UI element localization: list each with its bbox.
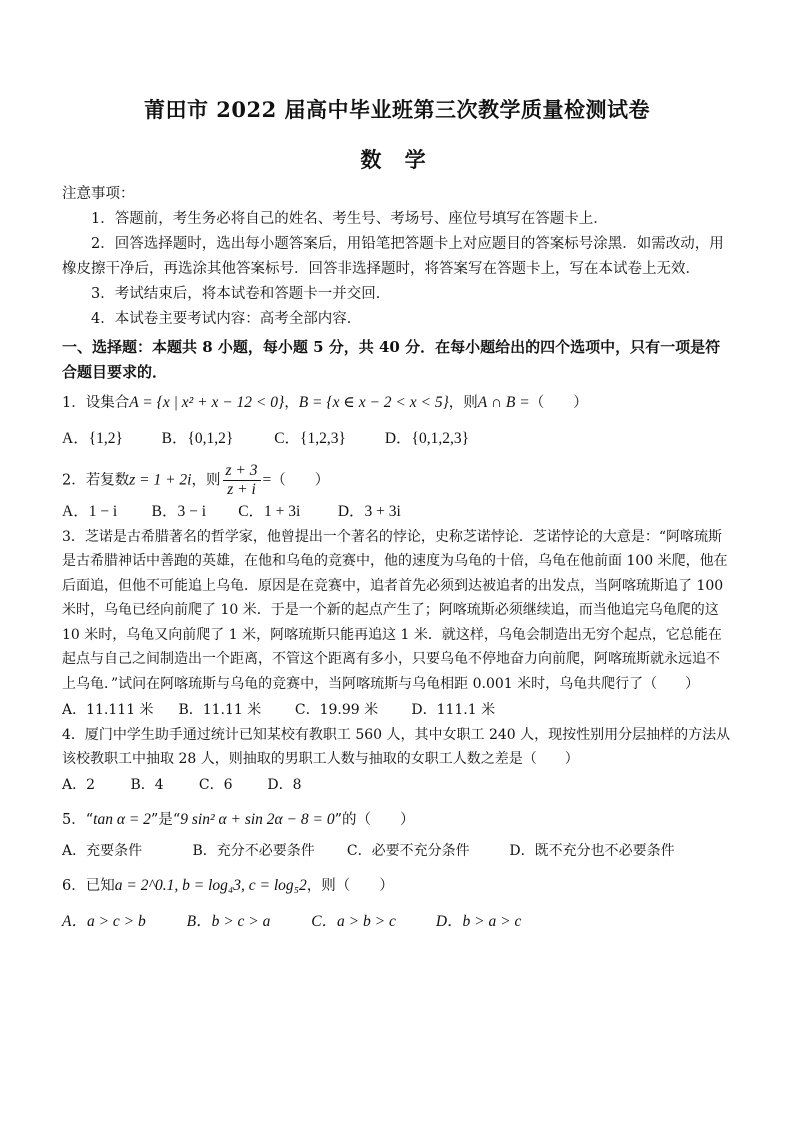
notice-item-4: 4．本试卷主要考试内容：高考全部内容． xyxy=(91,311,362,327)
question-2 xyxy=(62,462,732,499)
q2-mid: ，则 xyxy=(191,472,221,488)
q6-option-c: C．a > b > c xyxy=(311,912,396,930)
q2-z: z = 1 + 2i xyxy=(129,471,192,488)
q2-denominator: z + i xyxy=(227,480,256,498)
q5-prefix: 5．“ xyxy=(62,811,94,828)
q2-numerator: z + 3 xyxy=(223,462,261,481)
q5-math-2: 9 sin² α + sin 2α − 8 = 0 xyxy=(180,810,335,828)
notice-heading: 注意事项： xyxy=(62,186,135,202)
q4-options xyxy=(62,772,732,798)
q4-option-b: B．4 xyxy=(130,776,164,793)
q3-option-b: B．11.11 米 xyxy=(178,701,262,718)
q1-options xyxy=(62,426,732,452)
q5-option-a: A．充要条件 xyxy=(62,843,143,860)
q1-sep: ， xyxy=(284,395,299,411)
q3-option-d: D．111.1 米 xyxy=(411,701,496,718)
question-1 xyxy=(62,391,732,416)
question-5 xyxy=(62,808,732,833)
q1-option-c: C．{1,2,3} xyxy=(274,429,346,447)
question-3: 3．芝诺是古希腊著名的哲学家，他曾提出一个著名的悖论，史称芝诺悖论．芝诺悖论的大意是：“阿喀琉斯是古希腊神话中善跑的英雄，在他和乌龟的竞赛中，他的速度为乌龟的十倍，乌龟在他前面 100 米爬，他在后面追，但他不可能追上乌龟．原因是在竞赛中，追者首先必须到达被追者的出发点，当阿喀琉斯追了 100 米时，乌龟已经向前爬了 10 米．于是一个新的起点产生了；阿喀琉斯必须继续追，而当他追完乌龟爬的这 10 米时，乌龟又向前爬了 1 米，阿喀琉斯只能再追这 1 米．就这样，乌龟会制造出无穷个起点，它总能在起点与自己之间制造出一个距离，不管这个距离有多小，只要乌龟不停地奋力向前爬，阿喀琉斯就永远追不上乌龟．”试问在阿喀琉斯与乌龟的竞赛中，当阿喀琉斯与乌龟相距 0.001 米时，乌龟共爬行了（ ） xyxy=(62,528,728,693)
q6-suffix: ，则（ ） xyxy=(306,878,394,895)
q4-option-a: A．2 xyxy=(62,776,96,793)
q6-options xyxy=(62,909,732,935)
q5-option-d: D．既不充分也不必要条件 xyxy=(509,843,675,860)
q1-blank: （ ） xyxy=(529,395,588,411)
q1-ask: A ∩ B = xyxy=(477,394,530,411)
notice-item-3: 3．考试结束后，将本试卷和答题卡一并交回． xyxy=(91,286,391,302)
q6-option-a: A．a > c > b xyxy=(62,912,146,930)
q6-option-d: D．b > a > c xyxy=(435,912,522,930)
q2-eq: = xyxy=(262,471,272,488)
q5-math-1: tan α = 2 xyxy=(93,810,151,828)
q2-options xyxy=(62,499,732,525)
notice-item-2: 2．回答选择题时，选出每小题答案后，用铅笔把答题卡上对应题目的答案标号涂黑．如需改动，用橡皮擦干净后，再选涂其他答案标号．回答非选择题时，将答案写在答题卡上，写在本试卷上无效． xyxy=(62,236,724,277)
notice-item-1: 1．答题前，考生务必将自己的姓名、考生号、考场号、座位号填写在答题卡上． xyxy=(91,211,608,227)
q6-prefix: 6．已知 xyxy=(62,878,115,895)
q5-option-c: C．必要不充分条件 xyxy=(346,843,470,860)
q2-blank: （ ） xyxy=(271,472,330,488)
q2-option-a: A．1 − i xyxy=(62,502,118,520)
q2-option-c: C．1 + 3i xyxy=(238,502,301,520)
q4-option-c: C．6 xyxy=(198,776,233,793)
q4-option-d: D．8 xyxy=(267,776,302,793)
q6-math: a = 2^0.1, b = log₄3, c = log₅2 xyxy=(114,877,307,895)
q2-fraction xyxy=(223,462,261,499)
q2-option-d: D．3 + 3i xyxy=(337,502,401,520)
q1-prefix: 1．设集合 xyxy=(62,395,130,411)
q1-option-b: B．{0,1,2} xyxy=(161,429,234,447)
q1-set-b: B = {x ∈ x − 2 < x < 5} xyxy=(298,394,449,411)
q1-option-a: A．{1,2} xyxy=(62,429,123,447)
section-1-heading: 一、选择题：本题共 8 小题，每小题 5 分，共 40 分．在每小题给出的四个选项中，只有一项是符合题目要求的． xyxy=(62,338,721,381)
q1-option-d: D．{0,1,2,3} xyxy=(384,429,470,447)
q5-options xyxy=(62,838,732,864)
q5-option-b: B．充分不必要条件 xyxy=(192,843,315,860)
exam-title: 莆田市 2022 届高中毕业班第三次教学质量检测试卷 xyxy=(143,97,651,122)
q3-option-a: A．11.111 米 xyxy=(62,701,154,718)
exam-subject: 数 学 xyxy=(360,147,434,172)
q3-options xyxy=(62,697,732,723)
q5-mid: ”是“ xyxy=(150,811,181,828)
q3-option-c: C．19.99 米 xyxy=(294,701,379,718)
q2-option-b: B．3 − i xyxy=(151,502,206,520)
q5-suffix: ”的（ ） xyxy=(334,811,415,828)
question-6 xyxy=(62,874,732,899)
q2-prefix: 2．若复数 xyxy=(62,472,130,488)
question-4: 4．厦门中学生助手通过统计已知某校有教职工 560 人，其中女职工 240 人，现按性别用分层抽样的方法从该校教职工中抽取 28 人，则抽取的男职工人数与抽取的女职工人数之差是（ ） xyxy=(62,726,731,768)
q1-suffix: ，则 xyxy=(448,395,478,411)
q1-set-a: A = {x | x² + x − 12 < 0} xyxy=(129,394,285,411)
q6-option-b: B．b > c > a xyxy=(186,912,271,930)
